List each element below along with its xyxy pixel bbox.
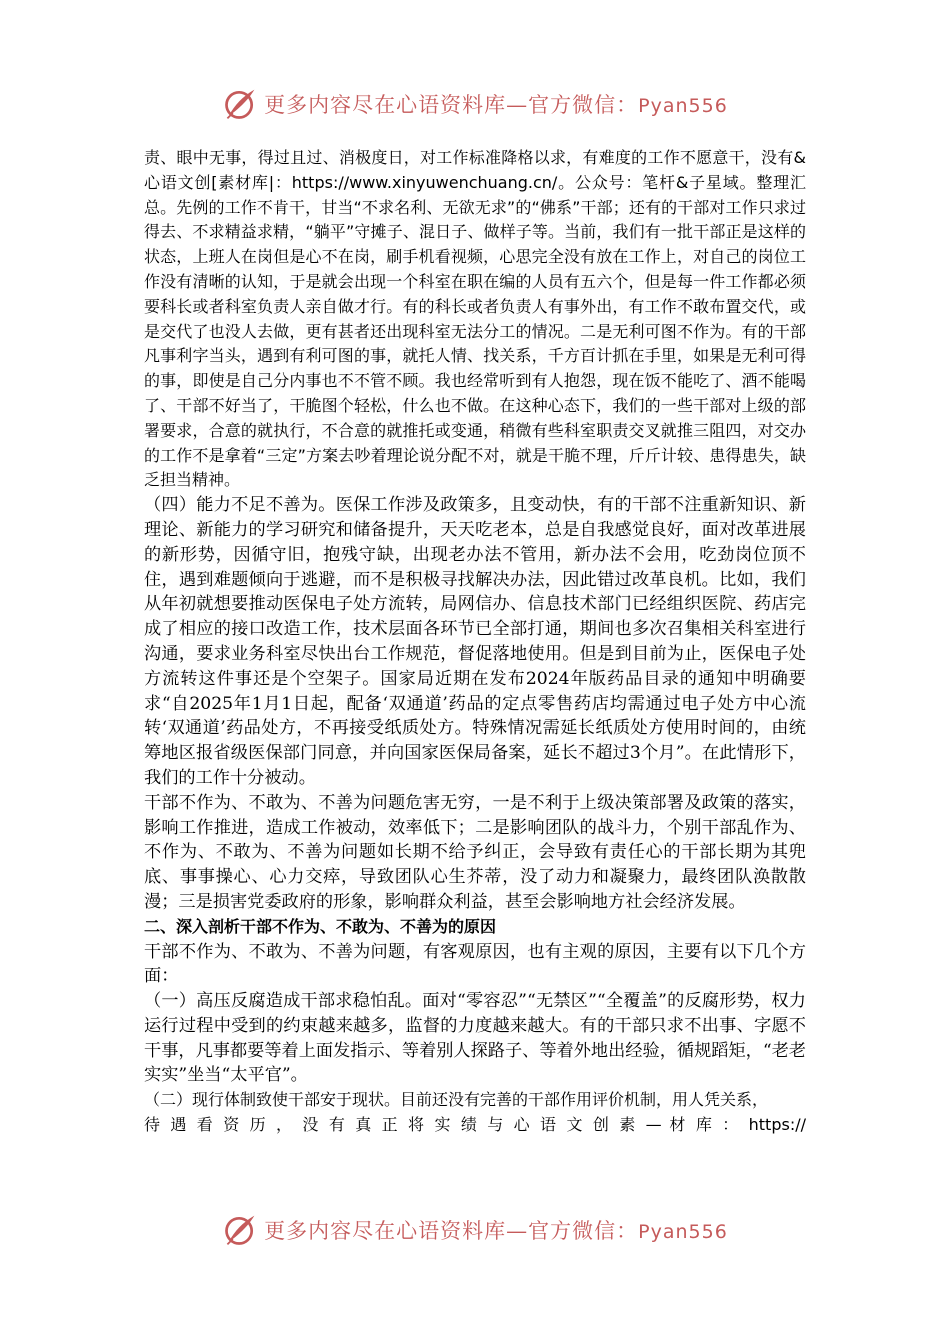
quill-seal-icon <box>222 86 258 122</box>
banner-text: 更多内容尽在心语资料库—官方微信：Pyan556 <box>264 93 728 117</box>
quill-seal-icon <box>222 1212 258 1248</box>
paragraph-7: 待 遇 看 资 历 ， 没 有 真 正 将 实 绩 与 心 语 文 创 素 — 材 库 ： https:// <box>144 1115 806 1135</box>
paragraph-5: （一）高压反腐造成干部求稳怕乱。面对“零容忍”“无禁区”“全覆盖”的反腐形势，权力运行过程中受到的约束越来越多，监督的力度越来越大。有的干部只求不出事、字愿不干事，凡事都要等着上面发指示、等着别人探路子、等着外地出经验，循规蹈矩，“老老实实”坐当“太平官”。 <box>144 991 806 1086</box>
wechat-id: Pyan556 <box>638 95 728 117</box>
footer-banner <box>0 1206 950 1254</box>
banner-text: 更多内容尽在心语资料库—官方微信：Pyan556 <box>264 1219 728 1243</box>
paragraph-4: 干部不作为、不敢为、不善为问题，有客观原因，也有主观的原因，主要有以下几个方面： <box>144 941 806 987</box>
paragraph-3: 干部不作为、不敢为、不善为问题危害无穷，一是不利于上级决策部署及政策的落实，影响工作推进，造成工作被动，效率低下；二是影响团队的战斗力，个别干部乱作为、不作为、不敢为、不善为问题如长期不给予纠正，会导致有责任心的干部长期为其兜底、事事操心、心力交瘁，导致团队心生芥蒂，没了动力和凝聚力，最终团队涣散散漫；三是损害党委政府的形象，影响群众利益，甚至会影响地方社会经济发展。 <box>144 792 806 912</box>
paragraph-1: 责、眼中无事，得过且过、消极度日，对工作标准降格以求，有难度的工作不愿意干，没有&心语文创[素材库|：https://www.xinyuwenchuang.cn/。公众号：笔杆&子星域。整理汇总。先例的工作不肯干，甘当“不求名利、无欲无求”的“佛系”干部；还有的干部对工作只求过得去、不求精益求精，“躺平”守摊子、混日子、做样子等。当前，我们有一批干部正是这样的状态，上班人在岗但是心不在岗，刷手机看视频，心思完全没有放在工作上，对自己的岗位工作没有清晰的认知，于是就会出现一个科室在职在编的人员有五六个，但是每一件工作都必须要科长或者科室负责人亲自做才行。有的科长或者负责人有事外出，有工作不敢布置交代，或是交代了也没人去做，更有甚者还出现科室无法分工的情况。二是无利可图不作为。有的干部凡事利字当头，遇到有利可图的事，就托人情、找关系，千方百计抓在手里，如果是无利可得的事，即使是自己分内事也不不管不顾。我也经常听到有人抱怨，现在饭不能吃了、酒不能喝了、干部不好当了，干脆图个轻松，什么也不做。在这种心态下，我们的一些干部对上级的部署要求，合意的就执行，不合意的就推托或变通，稍微有些科室职责交叉就推三阻四，对交办的工作不是拿着“三定”方案去吵着理论说分配不对，就是干脆不理，斤斤计较、患得患失，缺乏担当精神。 <box>144 148 806 490</box>
wechat-id: Pyan556 <box>638 1221 728 1243</box>
paragraph-2: （四）能力不足不善为。医保工作涉及政策多，且变动快，有的干部不注重新知识、新理论、新能力的学习研究和储备提升，天天吃老本，总是自我感觉良好，面对改革进展的新形势，因循守旧，抱残守缺，出现老办法不管用，新办法不会用，吃劲岗位顶不住，遇到难题倾向于逃避，而不是积极寻找解决办法，因此错过改革良机。比如，我们从年初就想要推动医保电子处方流转，局网信办、信息技术部门已经组织医院、药店完成了相应的接口改造工作，技术层面各环节已全部打通，期间也多次召集相关科室进行沟通，要求业务科室尽快出台工作规范，督促落地使用。但是到目前为止，医保电子处方流转这件事还是个空架子。国家局近期在发布2024年版药品目录的通知中明确要求“自2025年1月1日起，配备‘双通道’药品的定点零售药店均需通过电子处方中心流转‘双通道’药品处方，不再接受纸质处方。特殊情况需延长纸质处方使用时间的，由统筹地区报省级医保部门同意，并向国家医保局备案，延长不超过3个月”。在此情形下，我们的工作十分被动。 <box>144 495 806 788</box>
section-heading: 二、深入剖析干部不作为、不敢为、不善为的原因 <box>144 916 497 936</box>
document-body <box>144 146 806 1138</box>
header-banner <box>0 80 950 128</box>
paragraph-6: （二）现行体制致使干部安于现状。目前还没有完善的干部作用评价机制，用人凭关系， <box>144 1090 769 1110</box>
